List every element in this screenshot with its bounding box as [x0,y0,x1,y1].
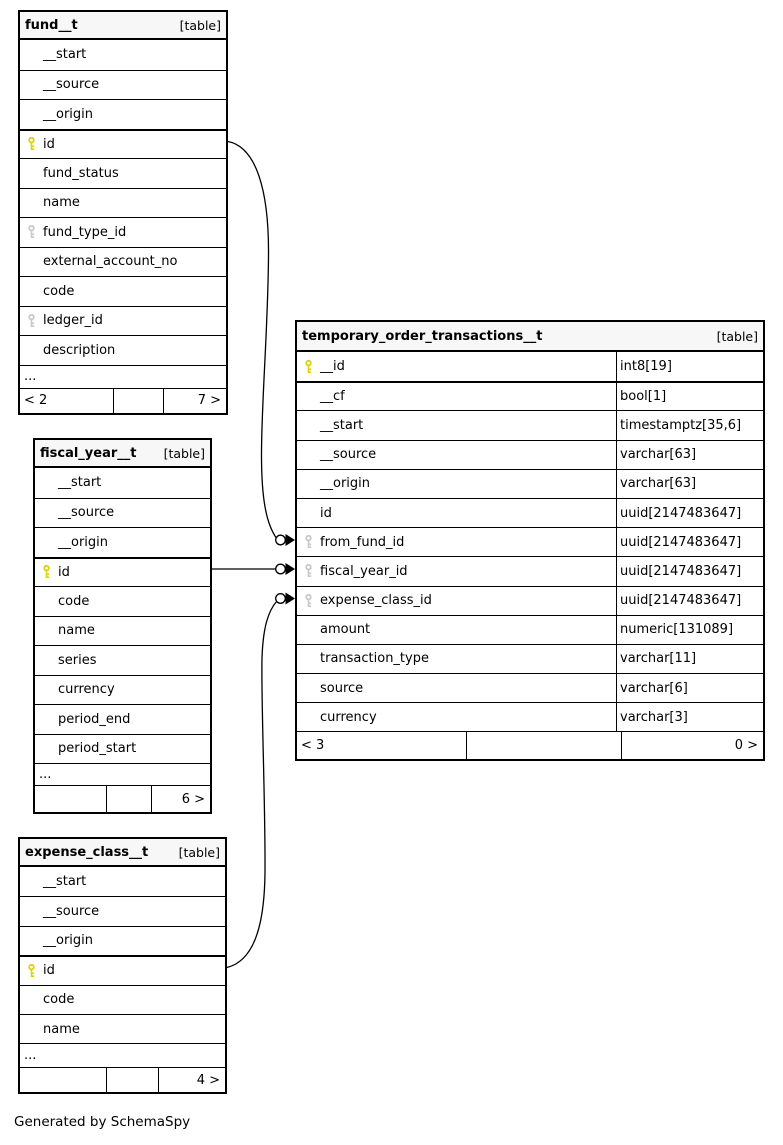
column-name: __source [43,904,100,920]
relationship-expense-class-id-to-expense-class-id [227,593,295,968]
table-header-fund[interactable] [20,12,226,40]
footer-middle-cell [114,389,164,413]
primary-key-icon [304,360,314,374]
table-header-temporary-order-transactions[interactable] [297,322,763,352]
key-icon-spacer [42,624,52,638]
key-icon-spacer [27,166,37,180]
key-icon-spacer [27,1022,37,1036]
table-row [20,99,226,129]
column-name: description [43,342,116,358]
key-icon-spacer [304,710,314,724]
ellipsis-row: ... [20,1043,225,1067]
key-icon-spacer [42,535,52,549]
foreign-key-icon [304,535,314,549]
table-row [20,985,225,1014]
table-tag: [table] [163,445,205,461]
column-name: __id [320,359,345,375]
column-name: code [43,992,75,1008]
table-row [35,527,210,557]
ellipsis-row: ... [20,365,226,388]
table-row [297,469,763,498]
table-title: expense_class__t [25,844,149,860]
table-title: fund__t [25,17,78,33]
column-list [20,867,225,1043]
column-list [35,468,210,763]
column-name: source [320,680,364,696]
column-name: __start [43,47,87,63]
footer-prev-count [35,786,107,812]
ellipsis-row: ... [35,763,210,785]
column-name: __cf [320,389,345,405]
key-icon-spacer [27,196,37,210]
key-icon-spacer [27,905,37,919]
column-name: period_end [58,711,131,727]
column-name: __source [43,77,100,93]
table-header-fiscal-year[interactable] [35,440,210,468]
key-icon-spacer [304,506,314,520]
key-icon-spacer [42,683,52,697]
table-tag: [table] [716,328,758,344]
key-icon-spacer [42,712,52,726]
column-name: expense_class_id [320,593,432,609]
column-name: series [58,652,97,668]
footer-next-count: 7 > [197,393,221,408]
table-tag: [table] [178,844,220,860]
column-name: ledger_id [43,313,103,329]
table-row [35,734,210,764]
table-row [297,615,763,644]
key-icon-spacer [27,255,37,269]
column-name: transaction_type [320,651,429,667]
table-fund [18,10,228,415]
primary-key-icon [27,137,37,151]
table-row [297,352,763,381]
footer-middle-cell [107,1068,159,1092]
table-row [35,586,210,616]
table-fiscal-year [33,438,212,814]
key-icon-spacer [304,448,314,462]
key-icon-spacer [304,418,314,432]
column-name: __source [320,447,377,463]
column-name: period_start [58,741,137,757]
key-icon-spacer [27,78,37,92]
table-row [297,381,763,410]
column-name: code [43,283,75,299]
column-name: __origin [320,476,371,492]
column-type: varchar[63] [616,470,763,498]
column-name: __start [43,874,87,890]
footer-next-count: 6 > [181,791,205,807]
column-name: name [43,1021,80,1037]
table-row [35,498,210,528]
table-row [297,702,763,731]
table-row [20,158,226,188]
key-icon-spacer [27,284,37,298]
table-row [20,335,226,365]
table-row [297,410,763,439]
key-icon-spacer [42,742,52,756]
table-row [20,40,226,70]
relationship-fiscal-year-id-to-fiscal-year-id [212,563,295,575]
column-type: uuid[2147483647] [616,557,763,585]
column-type: uuid[2147483647] [616,499,763,527]
column-name: code [58,593,90,609]
footer-prev-count: < 2 [20,389,114,413]
table-row [35,557,210,587]
table-row [20,247,226,277]
column-name: external_account_no [43,254,178,270]
column-name: id [320,505,332,521]
column-name: __origin [43,933,94,949]
generator-note: Generated by SchemaSpy [14,1114,191,1130]
key-icon-spacer [27,107,37,121]
column-name: __origin [58,534,109,550]
column-type: varchar[11] [616,645,763,673]
table-tag: [table] [179,17,221,33]
foreign-key-icon [27,225,37,239]
column-type: numeric[131089] [616,616,763,644]
key-icon-spacer [27,343,37,357]
primary-key-icon [42,565,52,579]
key-icon-spacer [42,653,52,667]
table-title: fiscal_year__t [40,445,137,461]
table-row [35,468,210,498]
table-footer [297,731,763,759]
column-name: amount [320,622,371,638]
relationship-fund-id-to-from-fund-id [228,142,295,547]
column-type: varchar[6] [616,674,763,702]
column-name: id [43,136,55,152]
foreign-key-icon [304,564,314,578]
column-type: timestamptz[35,6] [616,411,763,439]
footer-prev-count [20,1068,107,1092]
table-expense-class [18,837,227,1094]
column-type: int8[19] [616,352,763,381]
foreign-key-icon [27,314,37,328]
column-list [297,352,763,731]
column-type: varchar[63] [616,441,763,469]
key-icon-spacer [304,623,314,637]
table-row [20,955,225,984]
column-name: from_fund_id [320,534,405,550]
table-row [297,527,763,556]
table-row [297,586,763,615]
column-name: fund_status [43,165,119,181]
key-icon-spacer [27,48,37,62]
table-row [297,644,763,673]
key-icon-spacer [27,934,37,948]
table-row [20,926,225,955]
key-icon-spacer [27,993,37,1007]
column-name: __origin [43,106,94,122]
table-row [297,556,763,585]
foreign-key-icon [304,594,314,608]
column-name: __start [58,475,102,491]
column-name: name [58,623,95,639]
key-icon-spacer [42,594,52,608]
key-icon-spacer [304,477,314,491]
table-temporary-order-transactions [295,320,765,761]
column-name: currency [320,709,377,725]
key-icon-spacer [304,681,314,695]
column-type: uuid[2147483647] [616,528,763,556]
footer-middle-cell [467,732,622,759]
table-row [20,306,226,336]
table-row [20,1014,225,1043]
primary-key-icon [27,964,37,978]
column-name: __source [58,505,115,521]
table-footer [35,785,210,812]
table-footer [20,1067,225,1092]
column-name: __start [320,417,364,433]
key-icon-spacer [304,652,314,666]
footer-next-count: 4 > [196,1072,220,1088]
table-row [35,675,210,705]
column-type: varchar[3] [616,703,763,731]
column-name: name [43,195,80,211]
table-row [35,616,210,646]
column-name: id [43,963,55,979]
table-row [20,276,226,306]
column-list [20,40,226,365]
footer-middle-cell [107,786,152,812]
table-row [20,867,225,896]
column-name: fund_type_id [43,224,127,240]
table-row [297,498,763,527]
column-name: currency [58,682,115,698]
column-name: fiscal_year_id [320,563,408,579]
key-icon-spacer [27,875,37,889]
table-row [297,440,763,469]
table-row [20,70,226,100]
table-footer [20,388,226,413]
table-row [20,188,226,218]
footer-prev-count: < 3 [297,732,467,759]
table-header-expense-class[interactable] [20,839,225,867]
table-row [35,645,210,675]
table-title: temporary_order_transactions__t [302,328,543,344]
footer-next-count: 0 > [734,738,758,754]
column-name: id [58,564,70,580]
column-type: bool[1] [616,383,763,410]
column-type: uuid[2147483647] [616,587,763,615]
table-row [297,673,763,702]
key-icon-spacer [304,390,314,404]
key-icon-spacer [42,506,52,520]
table-row [35,704,210,734]
table-row [20,129,226,159]
key-icon-spacer [42,476,52,490]
table-row [20,217,226,247]
table-row [20,896,225,925]
